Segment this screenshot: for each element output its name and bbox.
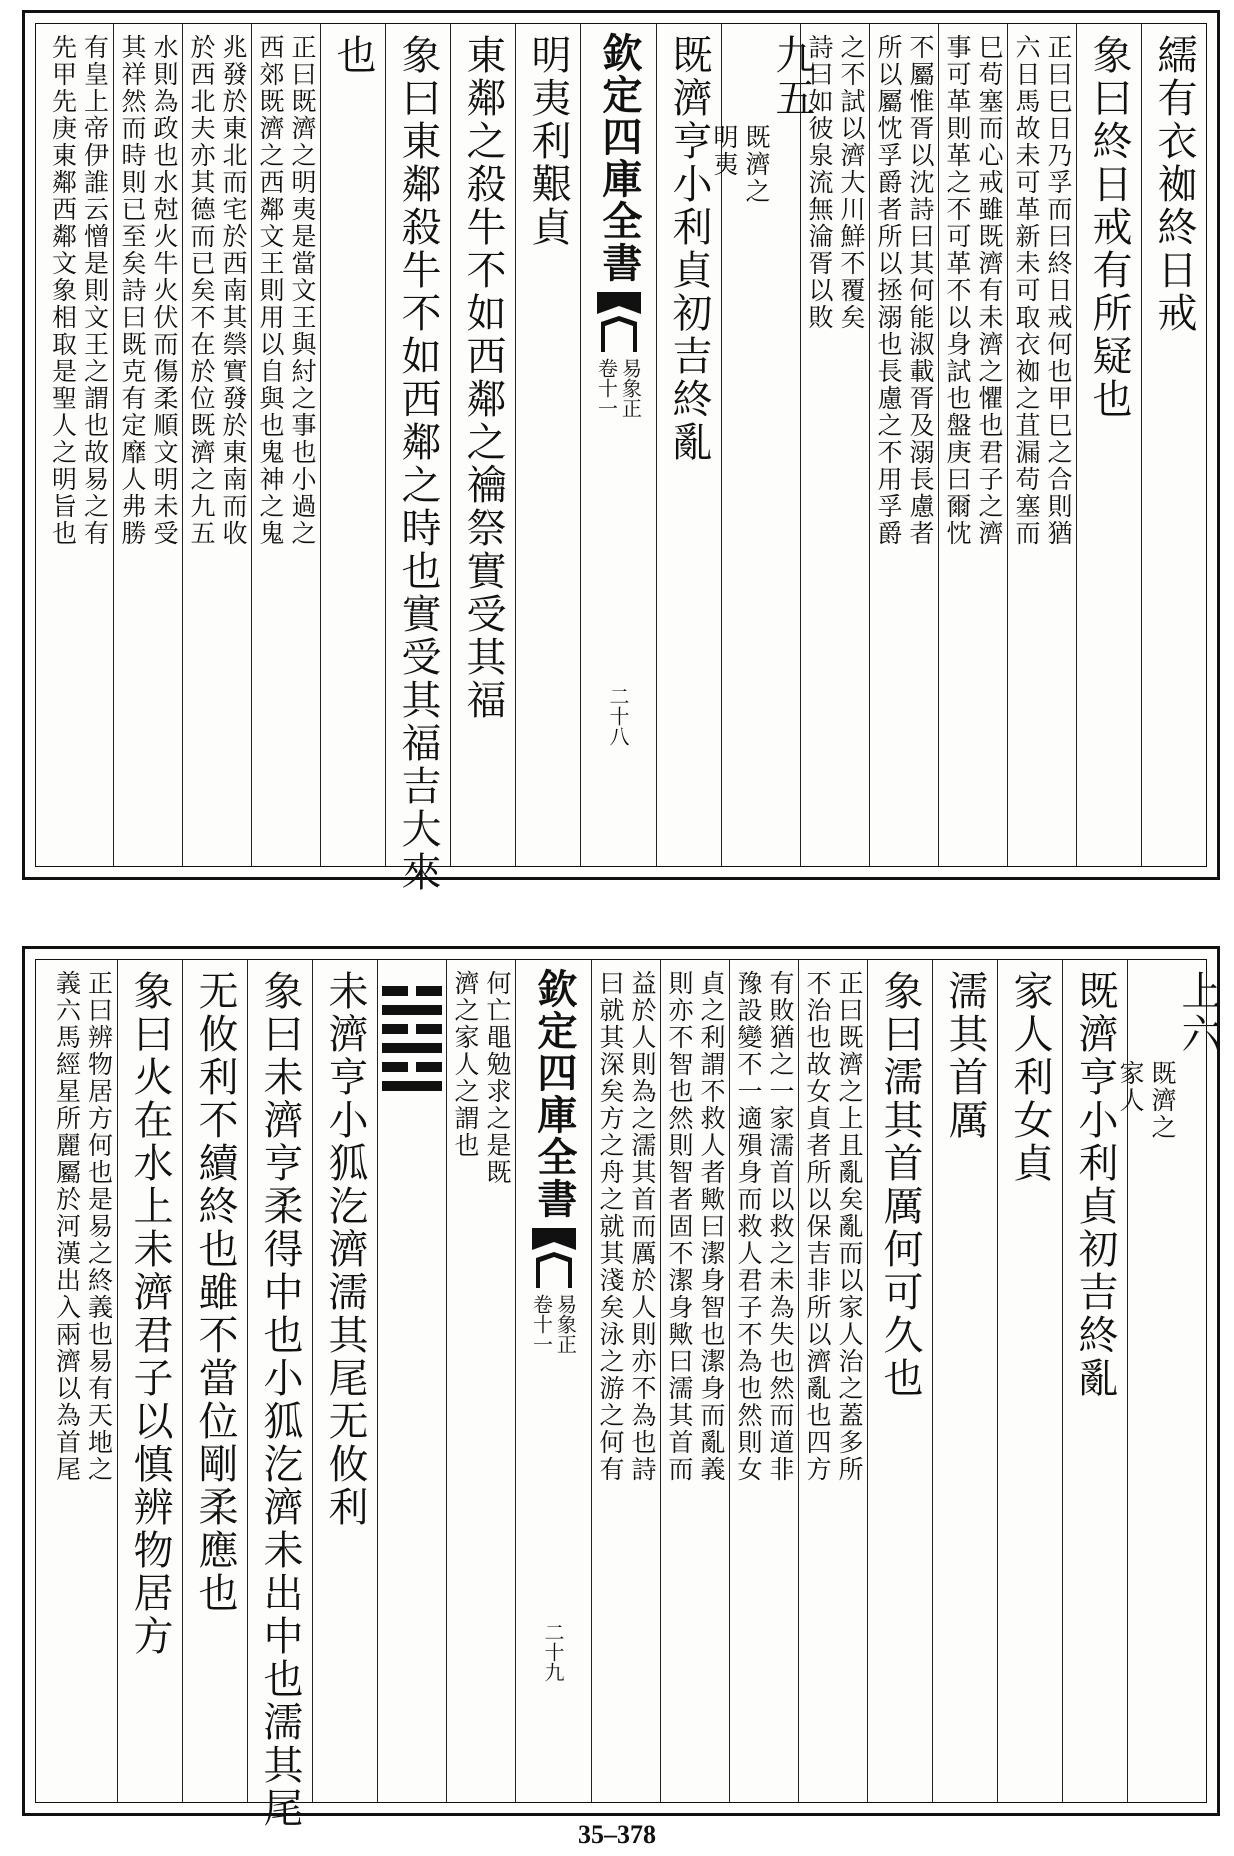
commentary-line: 則亦不智也然則智者固不潔身歟曰濡其首而 (665, 970, 694, 1483)
top-page (22, 10, 1220, 894)
commentary-column (800, 24, 869, 866)
line-position-heading: 上六 (1175, 970, 1221, 1056)
commentary-line: 六日馬故未可革新未可取衣袽之苴漏苟塞而 (1012, 34, 1041, 547)
main-text-column (117, 960, 182, 1802)
commentary-line: 不治也故女貞者所以保吉非所以濟亂也四方 (803, 970, 832, 1483)
commentary-column (729, 960, 798, 1802)
commentary-column (113, 24, 182, 866)
annotation-line: 明夷 (710, 124, 739, 178)
folio-column (515, 960, 591, 1802)
commentary-line: 正曰辨物居方何也是易之終義也易有天地之 (84, 970, 114, 1483)
main-text: 象曰終日戒有所疑也 (1086, 34, 1132, 421)
fishtail-mark-icon (597, 292, 641, 352)
main-text: 未濟亨小狐汔濟濡其尾无攸利 (322, 970, 368, 1529)
main-text: 濡其首厲 (942, 970, 988, 1142)
commentary-line: 之不試以濟大川鮮不覆矣 (837, 34, 866, 331)
hexagram-broken-line (382, 1024, 442, 1034)
folio-meta-text: 易象正 (553, 1294, 578, 1354)
heading-column (1116, 960, 1221, 1802)
bottom-page (22, 946, 1221, 1830)
main-text-column (1076, 24, 1141, 866)
hexagram-icon (382, 986, 442, 1091)
commentary-column (660, 960, 729, 1802)
commentary-column (869, 24, 938, 866)
commentary-column (1007, 24, 1076, 866)
main-text-column (450, 24, 515, 866)
main-text: 象曰未濟亨柔得中也小狐汔濟未出中也濡其尾 (257, 970, 303, 1830)
commentary-column (251, 24, 320, 866)
main-text: 象曰東鄰殺牛不如西鄰之時也實受其福吉大來 (395, 34, 441, 894)
commentary-column (182, 24, 251, 866)
main-text-column (320, 24, 385, 866)
commentary-line: 有敗猶之一家濡首以救之未為失也然而道非 (766, 970, 795, 1483)
main-text-column (1141, 24, 1206, 866)
commentary-column (48, 960, 117, 1802)
main-text-column (385, 24, 450, 894)
hexagram-segment (382, 1062, 408, 1072)
folio-column (580, 24, 656, 866)
commentary-line: 何亡黽勉求之是既 (483, 970, 512, 1186)
main-text-column (997, 960, 1062, 1802)
annotation-line: 既濟之 (742, 124, 771, 205)
commentary-line: 濟之家人之謂也 (451, 970, 480, 1159)
folio-meta-text: 卷十一 (594, 358, 619, 418)
annotation-line: 家人 (1116, 1060, 1145, 1114)
hexagram-solid-line (382, 1081, 442, 1091)
page-caption: 35–378 (578, 1820, 656, 1849)
main-text: 家人利女貞 (1007, 970, 1053, 1185)
commentary-line: 義六馬經星所麗屬於河漢出入兩濟以為首尾 (52, 970, 82, 1483)
commentary-line: 事可革則革之不可革不以身試也盤庚曰爾忱 (943, 34, 972, 547)
main-text: 象曰濡其首厲何可久也 (877, 970, 923, 1400)
heading-annotation (709, 124, 771, 205)
hexagram-segment (382, 986, 408, 996)
hexagram-solid-line (382, 1043, 442, 1053)
hexagram-column (377, 960, 446, 1802)
main-text-column (932, 960, 997, 1802)
heading-column (710, 24, 815, 866)
hexagram-segment (382, 1043, 442, 1053)
commentary-column (798, 960, 867, 1802)
commentary-line: 貞之利謂不救人者歟曰潔身智也潔身而亂義 (697, 970, 726, 1483)
main-text: 既濟亨小利貞初吉終亂 (1072, 970, 1118, 1400)
main-text: 明夷利艱貞 (525, 34, 571, 249)
main-text: 東鄰之殺牛不如西鄰之禴祭實受其福 (460, 34, 506, 722)
commentary-line: 益於人則為之濡其首而厲於人則亦不為也詩 (628, 970, 657, 1483)
main-text: 繻有衣袽終日戒 (1151, 34, 1197, 335)
commentary-line: 正曰既濟之上且亂矣亂而以家人治之蓋多所 (835, 970, 864, 1483)
commentary-line: 西郊既濟之西鄰文王則用以自與也鬼神之鬼 (256, 34, 285, 547)
commentary-line: 不屬惟胥以沈詩曰其何能淑載胥及溺長慮者 (906, 34, 935, 547)
hexagram-segment (416, 1062, 442, 1072)
hexagram-segment (382, 1024, 408, 1034)
commentary-line: 詩曰如彼泉流無淪胥以敗 (805, 34, 834, 331)
commentary-line: 有皇上帝伊誰云憎是則文王之謂也故易之有 (80, 34, 110, 547)
line-position-heading: 九五 (769, 34, 815, 120)
commentary-line: 於西北夫亦其德而已矣不在於位既濟之九五 (187, 34, 216, 547)
commentary-line: 先甲先庚東鄰西鄰文象相取是聖人之明旨也 (48, 34, 78, 547)
folio-page-number: 二十八 (606, 686, 630, 746)
folio-meta (530, 1294, 578, 1354)
commentary-line: 所以屬忱孚爵者所以拯溺也長慮之不用孚爵 (874, 34, 903, 547)
commentary-column (446, 960, 515, 1802)
commentary-column (938, 24, 1007, 866)
bottom-page-columns (35, 959, 1221, 1830)
commentary-column (44, 24, 113, 866)
main-text-column (247, 960, 312, 1830)
main-text-column (182, 960, 247, 1802)
hexagram-segment (416, 986, 442, 996)
commentary-line: 其祥然而時則已至矣詩曰既克有定靡人弗勝 (118, 34, 147, 547)
heading-annotation (1115, 1060, 1177, 1141)
folio-title: 欽定四庫全書 (530, 968, 578, 1220)
main-text-column (515, 24, 580, 866)
top-page-columns (35, 23, 1207, 894)
folio-meta-text: 卷十一 (529, 1294, 554, 1354)
hexagram-segment (382, 1081, 442, 1091)
commentary-line: 正曰巳日乃孚而曰終日戒何也甲巳之合則猶 (1044, 34, 1073, 547)
hexagram-solid-line (382, 1005, 442, 1015)
main-text: 象曰火在水上未濟君子以慎辨物居方 (127, 970, 173, 1658)
commentary-line: 豫設變不一適殞身而救人君子不為也然則女 (734, 970, 763, 1483)
hexagram-segment (416, 1024, 442, 1034)
commentary-line: 正曰既濟之明夷是當文王與紂之事也小過之 (288, 34, 317, 547)
hexagram-broken-line (382, 986, 442, 996)
main-text: 无攸利不續終也雖不當位剛柔應也 (192, 970, 238, 1615)
commentary-line: 兆發於東北而宅於西南其禜實發於東南而收 (219, 34, 248, 547)
main-text: 也 (330, 34, 376, 77)
main-text-column (312, 960, 377, 1802)
folio-page-number: 二十九 (541, 1622, 565, 1682)
main-text: 既濟亨小利貞初吉終亂 (666, 34, 712, 464)
commentary-column (591, 960, 660, 1802)
hexagram-broken-line (382, 1062, 442, 1072)
hexagram-segment (382, 1005, 442, 1015)
main-text-column (867, 960, 932, 1802)
annotation-line: 既濟之 (1148, 1060, 1177, 1141)
folio-meta-text: 易象正 (618, 358, 643, 418)
commentary-line: 曰就其深矣方之舟之就其淺矣泳之游之何有 (596, 970, 625, 1483)
commentary-line: 巳苟塞而心戒雖既濟有未濟之懼也君子之濟 (975, 34, 1004, 547)
folio-title: 欽定四庫全書 (595, 32, 643, 284)
commentary-line: 水則為政也水尅火牛火伏而傷柔順文明未受 (150, 34, 179, 547)
folio-meta (595, 358, 643, 418)
fishtail-mark-icon (532, 1228, 576, 1288)
